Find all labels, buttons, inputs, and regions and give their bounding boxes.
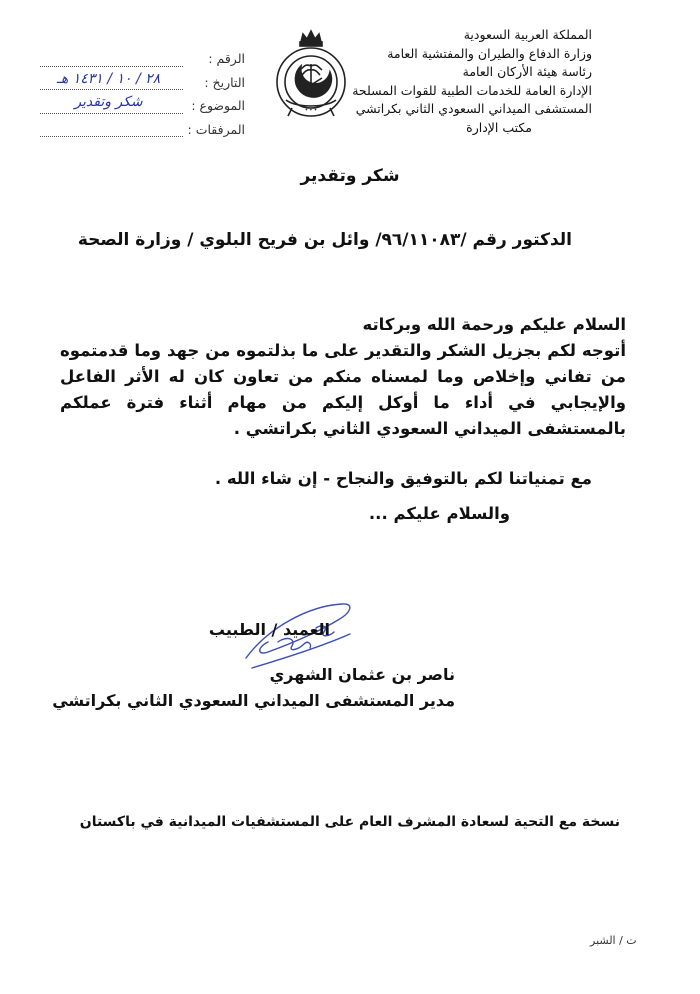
saudi-armed-forces-medical-emblem-icon (274, 28, 348, 122)
letter-recipient: الدكتور رقم /٩٦/١١٠٨٣/ وائل بن فريح البلوي / وزارة الصحة (77, 230, 572, 250)
subject-value: شكر وتقدير (74, 94, 143, 110)
meta-block (40, 47, 245, 141)
carbon-copy-line: نسخة مع التحية لسعادة المشرف العام على المستشفيات الميدانية في باكستان (79, 814, 620, 830)
issuer-line: رئاسة هيئة الأركان العامة (462, 64, 592, 79)
subject-row (40, 94, 245, 118)
subject-label: الموضوع : (191, 98, 245, 113)
signatory-rank: العميد / الطبيب (208, 620, 330, 639)
typist-initials: ت / الشبر (590, 934, 637, 947)
dotted-line (40, 66, 183, 67)
svg-text:✦ ✦ ✦: ✦ ✦ ✦ (304, 107, 318, 112)
letter-body (60, 312, 626, 442)
issuer-line: المملكة العربية السعودية (463, 27, 592, 42)
greeting: السلام عليكم ورحمة الله وبركاته (362, 315, 626, 334)
body-paragraph: أتوجه لكم بجزيل الشكر والتقدير على ما بذلتموه من جهد وما قدمتموه من تفاني وإخلاص وما لمسناه منكم من تعاون كان له الأثر الفاعل والإيجابي في أداء ما أوكل إليكم من مهام أثناء فترة عملكم بالمستشفى الميداني السعودي الثاني بكراتشي . (60, 341, 626, 438)
letter-subject-title: شكر وتقدير (300, 166, 400, 186)
attachments-row (40, 118, 245, 142)
dotted-line (40, 136, 183, 137)
closing-line: والسلام عليكم ... (368, 504, 510, 523)
issuer-line: الإدارة العامة للخدمات الطبية للقوات المسلحة (352, 82, 592, 98)
signatory-name: ناصر بن عثمان الشهري (269, 665, 455, 684)
wishes-line: مع تمنياتنا لكم بالتوفيق والنجاح - إن شاء الله . (214, 469, 592, 488)
issuer-line: المستشفى الميداني السعودي الثاني بكراتشي (355, 101, 592, 116)
attachments-label: المرفقات : (187, 121, 245, 137)
signatory-title: مدير المستشفى الميداني السعودي الثاني بكراتشي (52, 691, 455, 710)
date-value: ٢٨ / ١٠ / ١٤٣١ هـ (56, 70, 161, 87)
date-label: التاريخ : (204, 74, 245, 90)
issuer-line: مكتب الإدارة (466, 119, 532, 135)
reference-number-label: الرقم : (208, 51, 245, 66)
issuer-line: وزارة الدفاع والطيران والمفتشية العامة (387, 45, 592, 61)
